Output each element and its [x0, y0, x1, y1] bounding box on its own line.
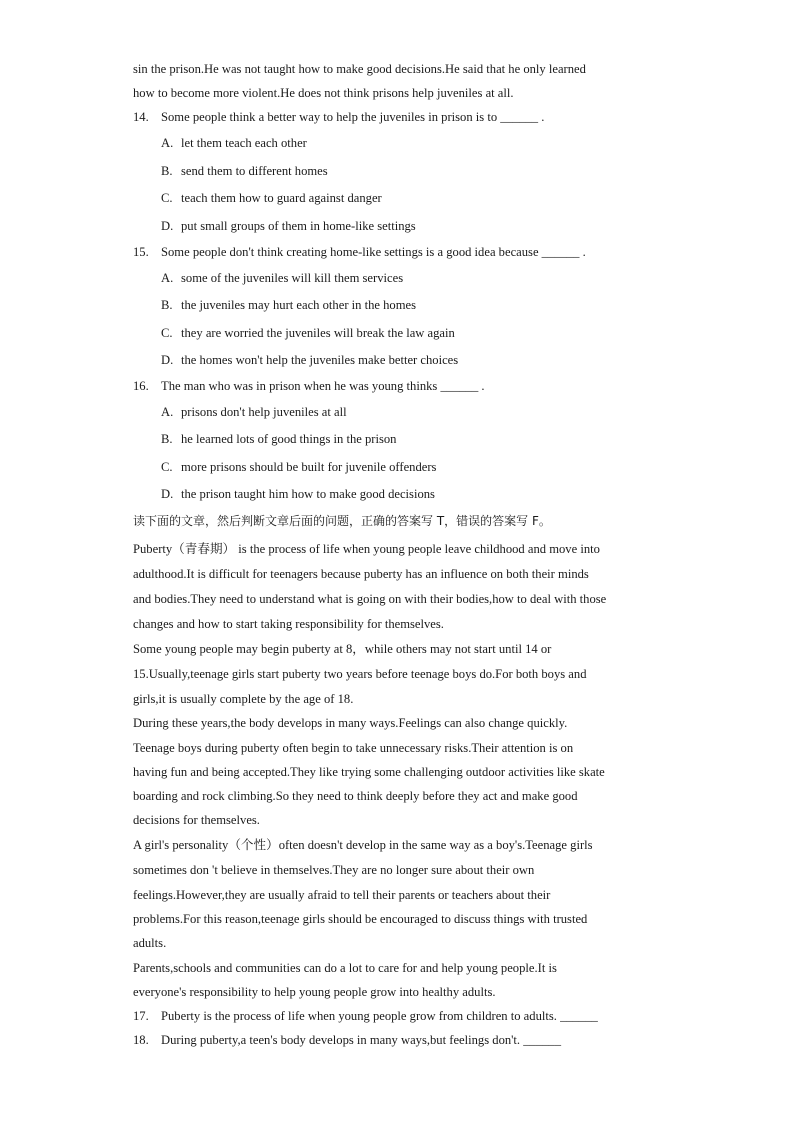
passage-line: feelings.However,they are usually afraid to tell their parents or teachers about their [133, 888, 551, 902]
passage-line: everyone's responsibility to help young people grow into healthy adults. [133, 985, 496, 999]
option-14d [161, 218, 416, 234]
passage-line: Puberty（青春期） is the process of life when young people leave childhood and move into [133, 542, 600, 556]
option-letter: B. [161, 298, 173, 312]
question-18 [133, 1032, 561, 1048]
passage-line: sometimes don 't believe in themselves.They are no longer sure about their own [133, 863, 535, 877]
passage-line: how to become more violent.He does not think prisons help juveniles at all. [133, 86, 514, 100]
passage-line: A girl's personality（个性）often doesn't develop in the same way as a boy's.Teenage girls [133, 838, 593, 852]
option-text: the juveniles may hurt each other in the homes [181, 298, 417, 312]
question-number: 18. [133, 1033, 149, 1047]
passage-line: 15.Usually,teenage girls start puberty two years before teenage boys do.For both boys and [133, 667, 587, 681]
option-16a [161, 404, 347, 420]
passage-line: sin the prison.He was not taught how to make good decisions.He said that he only learned [133, 62, 586, 76]
passage-line: changes and how to start taking responsibility for themselves. [133, 617, 444, 631]
option-letter: D. [161, 219, 174, 233]
option-text: teach them how to guard against danger [181, 191, 382, 205]
option-15c [161, 325, 455, 341]
passage-line: decisions for themselves. [133, 813, 260, 827]
question-number: 15. [133, 245, 149, 259]
question-17 [133, 1008, 598, 1024]
question-text: Some people don't think creating home-like settings is a good idea because ______ . [161, 245, 586, 259]
question-text: Puberty is the process of life when young people grow from children to adults. ______ [161, 1009, 598, 1023]
option-letter: D. [161, 353, 174, 367]
option-16b [161, 431, 396, 447]
option-16d [161, 486, 435, 502]
option-text: more prisons should be built for juvenile offenders [181, 460, 437, 474]
passage-line: and bodies.They need to understand what is going on with their bodies,how to deal with those [133, 592, 607, 606]
option-letter: B. [161, 164, 173, 178]
passage-line: Some young people may begin puberty at 8，while others may not start until 14 or [133, 642, 552, 656]
option-letter: A. [161, 136, 174, 150]
question-16 [133, 378, 485, 394]
passage-line: problems.For this reason,teenage girls should be encouraged to discuss things with trusted [133, 912, 588, 926]
passage-line: Teenage boys during puberty often begin to take unnecessary risks.Their attention is on [133, 741, 574, 755]
option-14a [161, 135, 307, 151]
option-letter: C. [161, 191, 173, 205]
question-number: 14. [133, 110, 149, 124]
option-letter: C. [161, 460, 173, 474]
question-14 [133, 109, 544, 125]
option-14c [161, 190, 382, 206]
option-text: some of the juveniles will kill them services [181, 271, 404, 285]
option-text: the homes won't help the juveniles make better choices [181, 353, 459, 367]
option-15d [161, 352, 458, 368]
question-number: 17. [133, 1009, 149, 1023]
passage-line: During these years,the body develops in many ways.Feelings can also change quickly. [133, 716, 568, 730]
option-16c [161, 459, 436, 475]
passage-line: Parents,schools and communities can do a lot to care for and help young people.It is [133, 961, 557, 975]
option-text: put small groups of them in home-like settings [181, 219, 416, 233]
option-letter: A. [161, 271, 174, 285]
option-letter: C. [161, 326, 173, 340]
passage-line: boarding and rock climbing.So they need to think deeply before they act and make good [133, 789, 578, 803]
option-text: let them teach each other [181, 136, 307, 150]
passage-line: adults. [133, 936, 167, 950]
option-letter: A. [161, 405, 174, 419]
question-text: Some people think a better way to help the juveniles in prison is to ______ . [161, 110, 545, 124]
passage-line: girls,it is usually complete by the age of 18. [133, 692, 354, 706]
passage-line: having fun and being accepted.They like trying some challenging outdoor activities like skate [133, 765, 605, 779]
option-text: send them to different homes [181, 164, 328, 178]
option-15b [161, 297, 416, 313]
question-number: 16. [133, 379, 149, 393]
question-text: The man who was in prison when he was young thinks ______ . [161, 379, 485, 393]
option-14b [161, 163, 328, 179]
question-text: During puberty,a teen's body develops in many ways,but feelings don't. ______ [161, 1033, 562, 1047]
option-text: the prison taught him how to make good decisions [181, 487, 435, 501]
option-text: he learned lots of good things in the prison [181, 432, 397, 446]
option-15a [161, 270, 403, 286]
section-instruction: 读下面的文章，然后判断文章后面的问题，正确的答案写 T，错误的答案写 F。 [133, 514, 551, 528]
option-text: they are worried the juveniles will break the law again [181, 326, 455, 340]
passage-line: adulthood.It is difficult for teenagers because puberty has an influence on both their minds [133, 567, 589, 581]
option-letter: D. [161, 487, 174, 501]
option-text: prisons don't help juveniles at all [181, 405, 347, 419]
option-letter: B. [161, 432, 173, 446]
question-15 [133, 244, 586, 260]
